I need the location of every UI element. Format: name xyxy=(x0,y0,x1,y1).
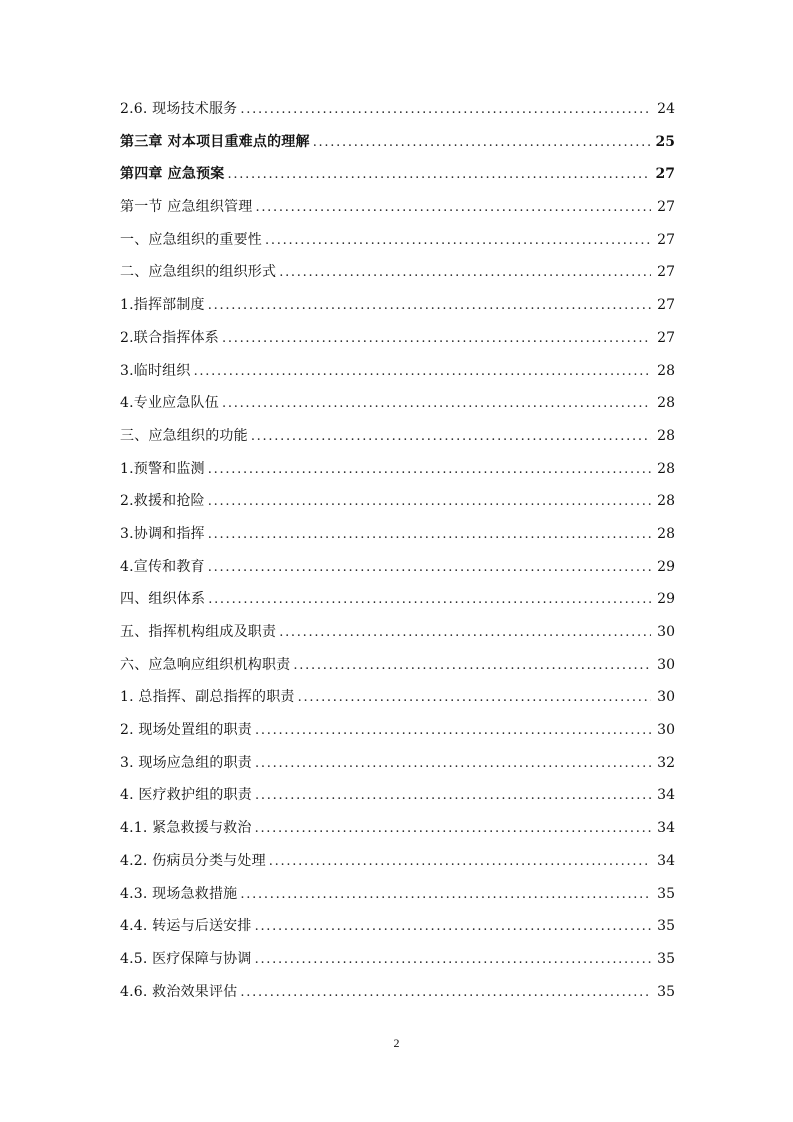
toc-entry[interactable] xyxy=(120,719,675,752)
toc-entry-title: 4. 医疗救护组的职责 xyxy=(120,787,253,804)
toc-entry-page: 24 xyxy=(657,101,675,117)
toc-entry-title: 2.救援和抢险 xyxy=(120,493,205,510)
toc-entry-page: 27 xyxy=(657,329,675,346)
dot-leader xyxy=(279,625,651,640)
toc-entry-title: 4.5. 医疗保障与协调 xyxy=(120,950,252,967)
toc-entry-page: 30 xyxy=(657,656,675,673)
dot-leader xyxy=(255,821,651,836)
dot-leader xyxy=(208,527,651,542)
toc-entry[interactable] xyxy=(120,588,675,621)
dot-leader xyxy=(208,298,651,313)
toc-entry[interactable] xyxy=(120,621,675,654)
dot-leader xyxy=(255,919,651,934)
toc-entry-title: 四、组织体系 xyxy=(120,591,206,608)
toc-entry-title: 2. 现场处置组的职责 xyxy=(120,722,253,739)
toc-entry[interactable] xyxy=(120,654,675,687)
toc-entry[interactable] xyxy=(120,294,675,327)
toc-entry-page: 30 xyxy=(657,624,675,640)
dot-leader xyxy=(208,592,651,607)
toc-entry-page: 28 xyxy=(657,427,675,444)
toc-entry[interactable] xyxy=(120,392,675,425)
toc-entry-title: 第三章 对本项目重难点的理解 xyxy=(120,133,310,150)
toc-entry[interactable] xyxy=(120,196,675,229)
dot-leader xyxy=(293,658,651,673)
toc-entry-page: 29 xyxy=(657,591,675,608)
toc-entry-title: 4.3. 现场急救措施 xyxy=(120,885,238,902)
toc-entry-page: 30 xyxy=(657,722,675,739)
toc-entry[interactable] xyxy=(120,817,675,850)
toc-entry-title: 4.4. 转运与后送安排 xyxy=(120,918,252,935)
toc-entry-title: 3.临时组织 xyxy=(120,362,191,379)
toc-entry-title: 1.指挥部制度 xyxy=(120,297,205,314)
toc-entry-title: 1.预警和监测 xyxy=(120,460,205,477)
toc-entry-title: 二、应急组织的组织形式 xyxy=(120,264,277,281)
toc-entry[interactable] xyxy=(120,131,675,164)
toc-entry-title: 2.6. 现场技术服务 xyxy=(120,101,238,117)
toc-entry-page: 35 xyxy=(657,950,675,967)
toc-entry[interactable] xyxy=(120,163,675,196)
toc-entry-title: 4.2. 伤病员分类与处理 xyxy=(120,852,266,869)
toc-entry-title: 1. 总指挥、副总指挥的职责 xyxy=(120,689,295,706)
toc-entry-page: 27 xyxy=(657,231,675,248)
toc-entry[interactable] xyxy=(120,261,675,294)
toc-entry-title: 4.专业应急队伍 xyxy=(120,395,219,412)
toc-entry-page: 35 xyxy=(657,983,675,1000)
toc-entry-title: 3. 现场应急组的职责 xyxy=(120,754,253,771)
toc-entry[interactable] xyxy=(120,98,675,131)
toc-entry-title: 三、应急组织的功能 xyxy=(120,427,248,444)
toc-entry[interactable] xyxy=(120,458,675,491)
toc-entry-page: 29 xyxy=(657,558,675,575)
toc-entry[interactable] xyxy=(120,883,675,916)
toc-entry[interactable] xyxy=(120,327,675,360)
toc-entry-title: 4.6. 救治效果评估 xyxy=(120,983,238,1000)
dot-leader xyxy=(222,331,651,346)
toc-entry[interactable] xyxy=(120,490,675,523)
toc-entry-page: 27 xyxy=(657,297,675,314)
toc-entry-title: 一、应急组织的重要性 xyxy=(120,231,262,248)
dot-leader xyxy=(251,429,651,444)
toc-entry[interactable] xyxy=(120,752,675,785)
toc-entry-title: 3.协调和指挥 xyxy=(120,525,205,542)
toc-entry[interactable] xyxy=(120,523,675,556)
toc-entry-page: 28 xyxy=(657,493,675,510)
toc-entry-page: 34 xyxy=(657,820,675,837)
dot-leader xyxy=(208,494,651,509)
toc-entry-page: 32 xyxy=(657,754,675,771)
toc-entry-title: 第四章 应急预案 xyxy=(120,166,225,183)
toc-entry[interactable] xyxy=(120,360,675,393)
dot-leader xyxy=(240,985,651,1000)
toc-entry-title: 4.宣传和教育 xyxy=(120,558,205,575)
dot-leader xyxy=(240,102,651,117)
toc-entry-page: 30 xyxy=(657,689,675,706)
toc-entry[interactable] xyxy=(120,915,675,948)
toc-entry-page: 34 xyxy=(657,852,675,869)
dot-leader xyxy=(208,560,651,575)
dot-leader xyxy=(255,952,651,967)
toc-entry-page: 27 xyxy=(655,166,675,183)
toc-entry[interactable] xyxy=(120,229,675,262)
dot-leader xyxy=(255,788,651,803)
toc-entry-page: 28 xyxy=(657,460,675,477)
dot-leader xyxy=(298,690,651,705)
dot-leader xyxy=(255,756,651,771)
toc-entry[interactable] xyxy=(120,784,675,817)
dot-leader xyxy=(222,396,651,411)
toc-entry[interactable] xyxy=(120,948,675,981)
page-number: 2 xyxy=(393,1036,400,1050)
toc-entry-title: 4.1. 紧急救援与救治 xyxy=(120,820,252,837)
toc-entry-page: 25 xyxy=(655,133,675,150)
toc-entry[interactable] xyxy=(120,686,675,719)
dot-leader xyxy=(208,462,651,477)
dot-leader xyxy=(194,364,651,379)
toc-entry[interactable] xyxy=(120,556,675,589)
toc-entry[interactable] xyxy=(120,425,675,458)
toc-entry-title: 2.联合指挥体系 xyxy=(120,329,219,346)
toc-entry-page: 28 xyxy=(657,395,675,412)
toc-entry-page: 35 xyxy=(657,918,675,935)
toc-entry-page: 28 xyxy=(657,525,675,542)
toc-entry[interactable] xyxy=(120,850,675,883)
dot-leader xyxy=(279,265,651,280)
dot-leader xyxy=(240,887,651,902)
dot-leader xyxy=(255,723,651,738)
dot-leader xyxy=(227,167,651,182)
toc-entry-title: 第一节 应急组织管理 xyxy=(120,199,253,216)
toc-entry-title: 五、指挥机构组成及职责 xyxy=(120,624,277,640)
dot-leader xyxy=(255,200,651,215)
toc-entry-page: 27 xyxy=(657,199,675,216)
dot-leader xyxy=(313,135,651,150)
toc-entry-page: 34 xyxy=(657,787,675,804)
toc-entry-page: 35 xyxy=(657,885,675,902)
toc-entry-page: 28 xyxy=(657,362,675,379)
dot-leader xyxy=(269,854,651,869)
toc-entry[interactable] xyxy=(120,981,675,1014)
toc-entry-title: 六、应急响应组织机构职责 xyxy=(120,656,291,673)
dot-leader xyxy=(265,233,651,248)
table-of-contents xyxy=(120,98,675,1013)
toc-entry-page: 27 xyxy=(657,264,675,281)
